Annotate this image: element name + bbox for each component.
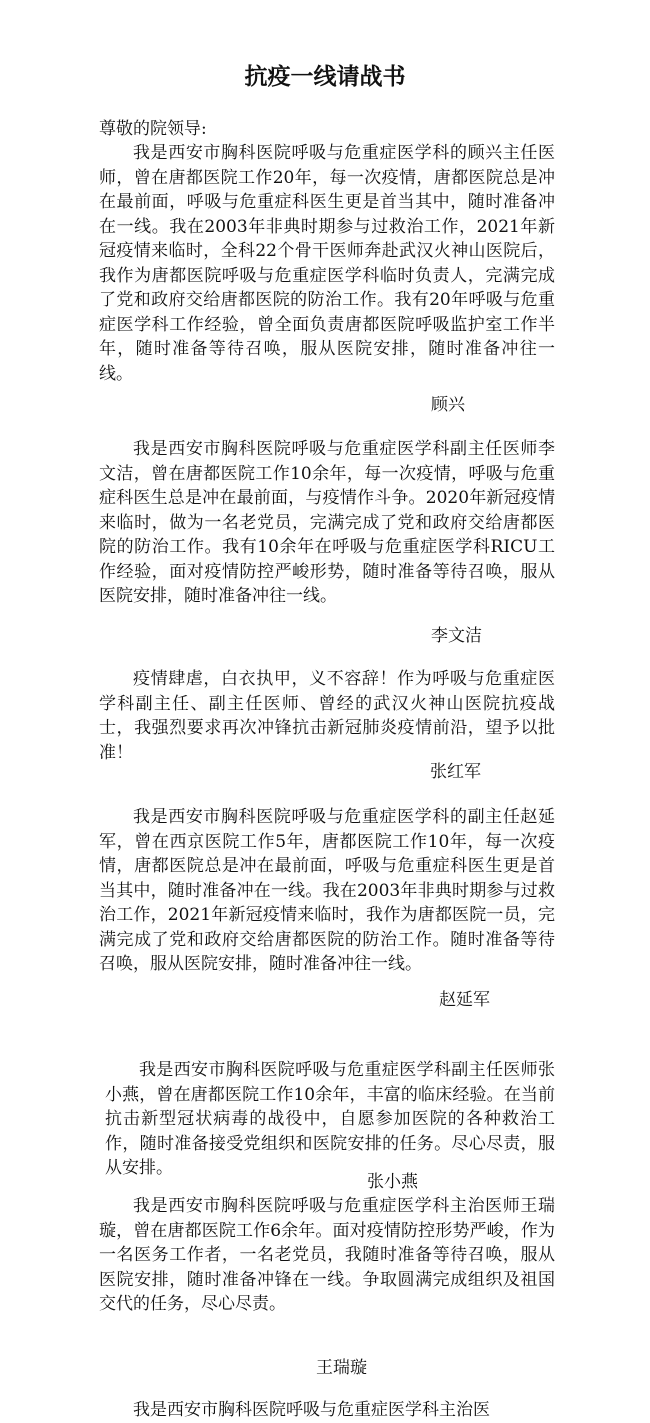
letter-paragraph-1: 我是西安市胸科医院呼吸与危重症医学科的顾兴主任医师，曾在唐都医院工作20年，每一次疫情，唐都医院总是冲在最前面，呼吸与危重症科医生更是首当其中，随时准备冲在一线。我在2003年非典时期参与过救治工作，2021年新冠疫情来临时，全科22个骨干医师奔赴武汉火神山医院后，我作为唐都医院呼吸与危重症医学科临时负责人，完满完成了党和政府交给唐都医院的防治工作。我有20年呼吸与危重症医学科工作经验，曾全面负责唐都医院呼吸监护室工作半年，随时准备等待召唤，服从医院安排，随时准备冲往一线。 <box>99 143 555 384</box>
letter-paragraph-3: 疫情肆虐，白衣执甲，义不容辞！作为呼吸与危重症医学科副主任、副主任医师、曾经的武汉火神山医院抗疫战士，我强烈要求再次冲锋抗击新冠肺炎疫情前沿，望予以批准！ <box>99 669 555 763</box>
letter-paragraph-7-partial: 我是西安市胸科医院呼吸与危重症医学科主治医 <box>133 1400 490 1420</box>
signature-1: 顾兴 <box>431 395 465 415</box>
letter-paragraph-6: 我是西安市胸科医院呼吸与危重症医学科主治医师王瑞璇，曾在唐都医院工作6余年。面对疫情防控形势严峻，作为一名医务工作者，一名老党员，我随时准备等待召唤，服从医院安排，随时准备冲锋在一线。争取圆满完成组织及祖国交代的任务，尽心尽责。 <box>99 1196 555 1314</box>
document-title: 抗疫一线请战书 <box>244 64 406 90</box>
salutation: 尊敬的院领导: <box>99 119 207 139</box>
letter-paragraph-2: 我是西安市胸科医院呼吸与危重症医学科副主任医师李文洁，曾在唐都医院工作10余年，每一次疫情，呼吸与危重症科医生总是冲在最前面，与疫情作斗争。2020年新冠疫情来临时，做为一名老党员，完满完成了党和政府交给唐都医院的防治工作。我有10余年在呼吸与危重症医学科RICU工作经验，面对疫情防控严峻形势，随时准备等待召唤，服从医院安排，随时准备冲往一线。 <box>99 439 555 606</box>
signature-3: 张红军 <box>430 762 481 782</box>
letter-paragraph-5: 我是西安市胸科医院呼吸与危重症医学科副主任医师张小燕，曾在唐都医院工作10余年，丰富的临床经验。在当前抗击新型冠状病毒的战役中，自愿参加医院的各种救治工作，随时准备接受党组织和医院安排的任务。尽心尽责，服从安排。 <box>105 1060 555 1178</box>
signature-4: 赵延军 <box>439 990 490 1010</box>
signature-5: 张小燕 <box>367 1172 418 1192</box>
signature-2: 李文洁 <box>431 626 482 646</box>
signature-6: 王瑞璇 <box>316 1358 367 1378</box>
letter-paragraph-4: 我是西安市胸科医院呼吸与危重症医学科的副主任赵延军，曾在西京医院工作5年，唐都医院工作10年，每一次疫情，唐都医院总是冲在最前面，呼吸与危重症科医生更是首当其中，随时准备冲在一线。我在2003年非典时期参与过救治工作，2021年新冠疫情来临时，我作为唐都医院一员，完满完成了党和政府交给唐都医院的防治工作。随时准备等待召唤，服从医院安排，随时准备冲往一线。 <box>99 807 555 974</box>
